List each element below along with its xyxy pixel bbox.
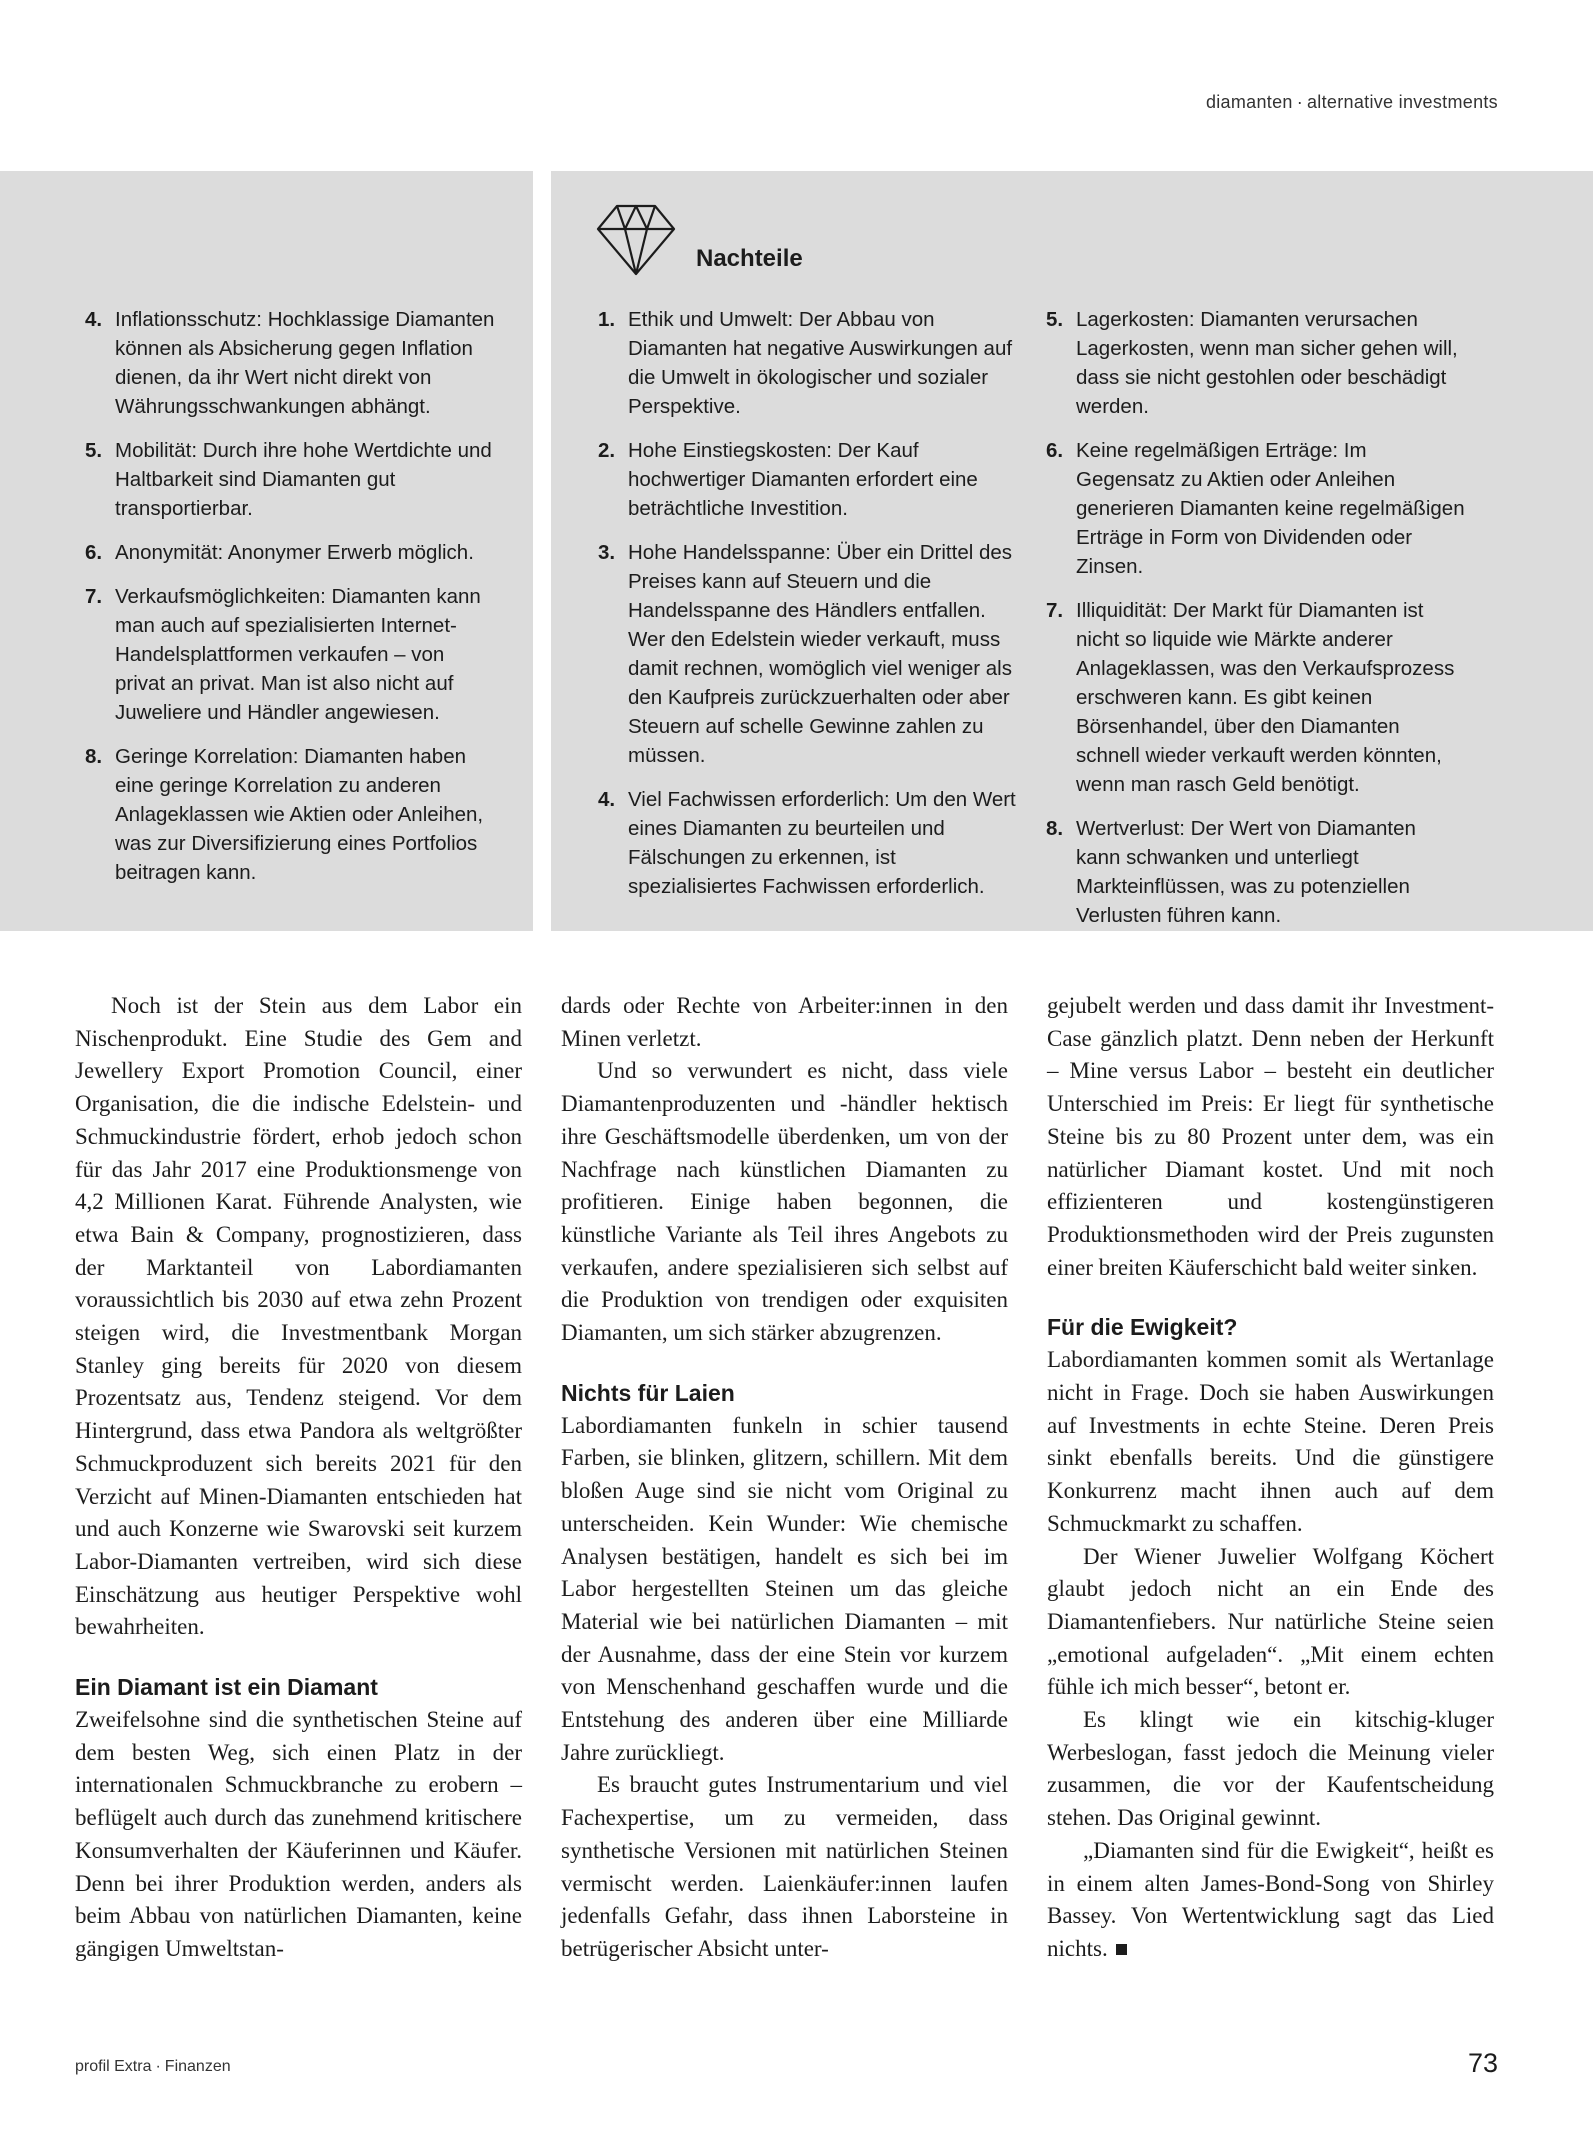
header-section: diamanten <box>1205 92 1293 112</box>
subheading: Ein Diamant ist ein Diamant <box>75 1674 378 1701</box>
body-paragraph: gejubelt werden und dass damit ihr Investment-Case gänzlich platzt. Denn neben der Herkunft – Mine versus Labor – besteht ein deutlicher Unterschied im Preis: Er liegt für synthetische Steine bis zu 80 Prozent unter dem, was ein natürlicher Diamant kostet. Und mit noch effizienteren und kostengünstigeren Produktionsmethoden wird der Preis zugunsten einer breiten Käuferschicht bald weiter sinken. <box>1047 993 1494 1280</box>
body-paragraph: Labordiamanten funkeln in schier tausend Farben, sie blinken, glitzern, schillern. Mit dem bloßen Auge sind sie nicht vom Original zu unterscheiden. Kein Wunder: Wie chemische Analysen bestätigen, handelt es sich bei im Labor hergestellten Steinen um das gleiche Material wie bei natürlichen Diamanten – mit der Ausnahme, dass der eine Stein vor kurzem von Menschenhand geschaffen wurde und die Entstehung des anderen über eine Milliarde Jahre zurückliegt. <box>561 1412 1008 1765</box>
list-item <box>85 742 500 887</box>
item-text: Hohe Handelsspanne: Über ein Drittel des Preises kann auf Steuern und die Handelsspanne des Händlers entfallen. Wer den Edelstein wieder verkauft, muss damit rechnen, womöglich viel weniger als den Kaufpreis zurückzuerhalten oder aber Steuern auf schelle Gewinne zahlen zu müssen. <box>628 541 1013 767</box>
body-paragraph: Noch ist der Stein aus dem Labor ein Nischenprodukt. Eine Studie des Gem and Jewellery Export Promotion Council, einer Organisation, die die indische Edelstein- und Schmuckindustrie fördert, erhob jedoch schon für das Jahr 2017 eine Produktionsmenge von 4,2 Millionen Karat. Führende Analysten, wie etwa Bain & Company, prognostizieren, dass der Marktanteil von Labordiamanten voraussichtlich bis 2030 auf etwa zehn Prozent steigen wird, die Investmentbank Morgan Stanley ging bereits für 2020 von diesem Prozentsatz aus, Tendenz steigend. Vor dem Hintergrund, dass etwa Pandora als weltgrößter Schmuckproduzent sich bereits 2021 für den Verzicht auf Minen-Diamanten entschieden hat und auch Konzerne wie Swarovski seit kurzem Labor-Diamanten vertreiben, wird sich diese Einschätzung aus heutiger Perspektive wohl bewahrheiten. <box>75 993 522 1640</box>
item-number: 8. <box>85 745 103 768</box>
body-paragraph: Labordiamanten kommen somit als Wertanlage nicht in Frage. Doch sie haben Auswirkungen auf Investments in echte Steine. Deren Preis sinkt ebenfalls bereits. Und die günstigere Konkurrenz macht ihnen auch auf dem Schmuckmarkt zu schaffen. <box>1047 1347 1494 1536</box>
publication-name: profil Extra <box>75 2058 152 2075</box>
page-number: 73 <box>1467 2048 1498 2078</box>
item-text: Hohe Einstiegskosten: Der Kauf hochwertiger Diamanten erfordert eine beträchtliche Investition. <box>628 439 978 520</box>
running-header <box>1206 92 1498 113</box>
body-paragraph: Und so verwundert es nicht, dass viele Diamantenproduzenten und -händler hektisch ihre Geschäftsmodelle überdenken, um von der Nachfrage nach künstlichen Diamanten zu profitieren. Einige haben begonnen, die künstliche Variante als Teil ihres Angebots zu verkaufen, andere spezialisieren sich selbst auf die Produktion von trendigen oder exquisiten Diamanten, um sich stärker abzugrenzen. <box>561 1058 1008 1346</box>
cons-heading: Nachteile <box>696 245 803 272</box>
list-item <box>85 582 500 727</box>
body-paragraph: Es klingt wie ein kitschig-kluger Werbeslogan, fasst jedoch die Meinung vieler zusammen, die vor der Kaufentscheidung stehen. Das Original gewinnt. <box>1047 1707 1494 1831</box>
item-number: 5. <box>85 439 103 462</box>
item-number: 4. <box>85 308 103 331</box>
body-paragraph: Es braucht gutes Instrumentarium und viel Fachexpertise, um zu vermeiden, dass synthetische Versionen mit natürlichen Steinen vermischt werden. Laienkäufer:innen laufen jedenfalls Gefahr, dass ihnen Laborsteine in betrügerischer Absicht unter- <box>561 1772 1008 1961</box>
item-number: 3. <box>598 541 616 564</box>
list-item <box>598 305 1018 421</box>
list-item <box>598 785 1018 901</box>
item-number: 6. <box>85 541 103 564</box>
list-item <box>1046 814 1466 930</box>
list-item <box>1046 596 1466 799</box>
item-text: Geringe Korrelation: Diamanten haben eine geringe Korrelation zu anderen Anlageklassen wie Aktien oder Anleihen, was zur Diversifizierung eines Portfolios beitragen kann. <box>115 745 484 884</box>
item-text: Verkaufsmöglichkeiten: Diamanten kann man auch auf spezialisierten Internet-Handelsplattformen verkaufen – von privat an privat. Man ist also nicht auf Juweliere und Händler angewiesen. <box>115 585 481 724</box>
article-column-3 <box>1047 990 1494 1966</box>
item-text: Ethik und Umwelt: Der Abbau von Diamanten hat negative Auswirkungen auf die Umwelt in ökologischer und sozialer Perspektive. <box>628 308 1013 418</box>
list-item <box>1046 436 1466 581</box>
publication-section: Finanzen <box>164 2058 231 2075</box>
item-text: Inflationsschutz: Hochklassige Diamanten können als Absicherung gegen Inflation dienen, da ihr Wert nicht direkt von Währungsschwankungen abhängt. <box>115 308 495 418</box>
item-text: Illiquidität: Der Markt für Diamanten ist nicht so liquide wie Märkte anderer Anlageklassen, was den Verkaufsprozess erschweren kann. Es gibt keinen Börsenhandel, über den Diamanten schnell wieder verkauft werden könnten, wenn man rasch Geld benötigt. <box>1076 599 1455 796</box>
item-number: 4. <box>598 788 616 811</box>
list-item <box>598 436 1018 523</box>
header-topic: alternative investments <box>1307 92 1498 112</box>
subheading: Nichts für Laien <box>561 1379 735 1406</box>
item-text: Viel Fachwissen erforderlich: Um den Wert eines Diamanten zu beurteilen und Fälschungen zu erkennen, ist spezialisiertes Fachwissen erforderlich. <box>628 788 1016 898</box>
pros-list-continued <box>85 305 500 902</box>
cons-list-first <box>598 305 1018 916</box>
item-number: 5. <box>1046 308 1064 331</box>
article-column-2 <box>561 990 1008 1966</box>
item-number: 6. <box>1046 439 1064 462</box>
subheading: Für die Ewigkeit? <box>1047 1314 1238 1341</box>
item-number: 7. <box>1046 599 1064 622</box>
end-mark-icon <box>1116 1944 1127 1955</box>
body-paragraph: dards oder Rechte von Arbeiter:innen in den Minen verletzt. <box>561 993 1008 1051</box>
final-paragraph <box>1047 1835 1494 1966</box>
footer-separator: · <box>155 2058 161 2075</box>
diamond-outline-icon <box>596 203 676 277</box>
item-text: Anonymität: Anonymer Erwerb möglich. <box>115 541 474 564</box>
item-text: Lagerkosten: Diamanten verursachen Lagerkosten, wenn man sicher gehen will, dass sie nicht gestohlen oder beschädigt werden. <box>1076 308 1458 418</box>
header-separator: · <box>1296 92 1303 112</box>
item-number: 1. <box>598 308 616 331</box>
list-item <box>85 305 500 421</box>
list-item <box>85 538 500 567</box>
list-item <box>85 436 500 523</box>
footer-publication <box>75 2058 231 2076</box>
article-column-1 <box>75 990 522 1966</box>
list-item <box>598 538 1018 770</box>
list-item <box>1046 305 1466 421</box>
body-paragraph: Der Wiener Juwelier Wolfgang Köchert glaubt jedoch nicht an ein Ende des Diamantenfiebers. Nur natürliche Steine seien „emotional aufgeladen“. „Mit einem echten fühle ich mich besser“, betont er. <box>1047 1543 1494 1700</box>
item-text: Wertverlust: Der Wert von Diamanten kann schwanken und unterliegt Markteinflüssen, was zu potenziellen Verlusten führen kann. <box>1076 817 1416 927</box>
body-text: „Diamanten sind für die Ewigkeit“, heißt es in einem alten James-Bond-Song von Shirley Bassey. Von Wertentwicklung sagt das Lied nichts. <box>1047 1837 1494 1961</box>
cons-list-second <box>1046 305 1466 945</box>
item-number: 8. <box>1046 817 1064 840</box>
item-number: 2. <box>598 439 616 462</box>
item-text: Mobilität: Durch ihre hohe Wertdichte und Haltbarkeit sind Diamanten gut transportierbar. <box>115 439 492 520</box>
body-paragraph: Zweifelsohne sind die synthetischen Steine auf dem besten Weg, sich einen Platz in der internationalen Schmuckbranche zu erobern – beflügelt auch durch das zunehmend kritischere Konsumverhalten der Käuferinnen und Käufer. Denn bei ihrer Produktion werden, anders als beim Abbau von natürlichen Diamanten, keine gängigen Umweltstan- <box>75 1707 522 1961</box>
item-text: Keine regelmäßigen Erträge: Im Gegensatz zu Aktien oder Anleihen generieren Diamanten keine regelmäßigen Erträge in Form von Dividenden oder Zinsen. <box>1076 439 1465 578</box>
item-number: 7. <box>85 585 103 608</box>
